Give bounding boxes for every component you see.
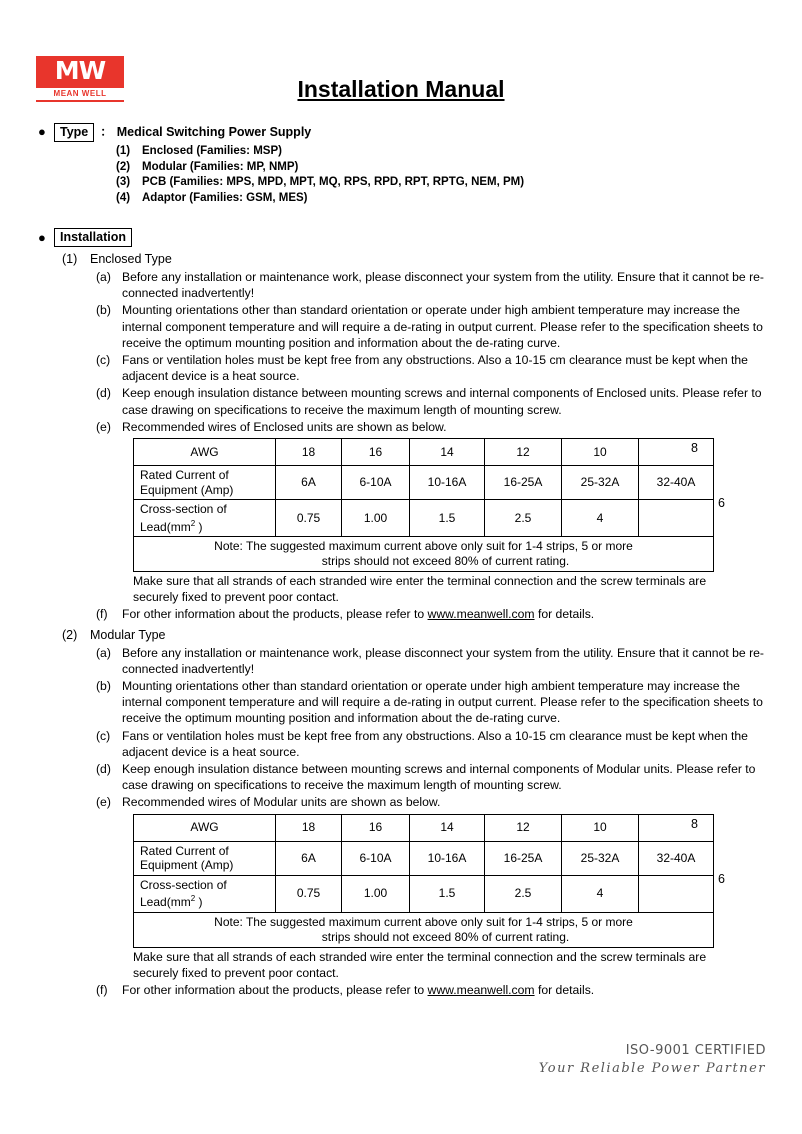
- list-item-number: (2): [116, 160, 131, 173]
- table-cell: 1.5: [410, 875, 485, 912]
- table-row: [134, 841, 714, 875]
- table-cell: 4: [562, 875, 639, 912]
- table-cell: 25-32A: [562, 841, 639, 875]
- enclosed-after-table-text: Make sure that all strands of each stranded wire enter the terminal connection and the screw terminals are securely fixed to prevent poor contact.: [133, 574, 707, 605]
- superscript-two: 2: [190, 518, 196, 528]
- table-cell: 6A: [276, 466, 342, 500]
- cross-section-outside-value: 6: [718, 871, 725, 886]
- meanwell-link[interactable]: www.meanwell.com: [427, 983, 535, 998]
- list-item: [96, 302, 802, 351]
- list-item: [116, 144, 802, 160]
- installation-section-heading: [38, 228, 802, 247]
- table-cell: 0.75: [276, 500, 342, 537]
- cross-section-label-end: ): [195, 895, 203, 910]
- awg-outside-value: 8: [691, 816, 698, 831]
- list-item-number: (3): [116, 176, 131, 188]
- table-note-line2: strips should not exceed 80% of current rating.: [321, 554, 570, 569]
- cross-section-outside-value: 6: [718, 496, 725, 511]
- list-item-letter: (e): [96, 795, 111, 810]
- table-cell: 12: [485, 814, 562, 841]
- list-item-text: Keep enough insulation distance between mounting screws and internal components of Modular units. Please refer to case drawing on specifications to receive the maximum length of mounting screw.: [122, 762, 756, 793]
- list-item-letter: (e): [96, 419, 111, 434]
- type-section-heading: [38, 122, 802, 142]
- table-note: [134, 912, 714, 947]
- list-item-label: PCB (Families: MPS, MPD, MPT, MQ, RPS, RPD, RPT, RPTG, NEM, PM): [142, 176, 525, 188]
- list-item-letter: (d): [96, 386, 111, 401]
- document-header: [0, 0, 802, 102]
- table-cell: 4: [562, 500, 639, 537]
- table-cell: 6-10A: [342, 841, 410, 875]
- list-item: [96, 761, 802, 793]
- list-item-text: [122, 606, 768, 622]
- wire-table-enclosed: [133, 438, 714, 572]
- logo-brand-text: MEAN WELL: [36, 88, 124, 100]
- type-colon: ：: [100, 125, 113, 139]
- list-item-letter: (b): [96, 303, 111, 318]
- table-cell: 32-40A: [639, 841, 714, 875]
- cross-section-label-end: ): [195, 519, 203, 534]
- table-note: [134, 537, 714, 572]
- table-note-line2: strips should not exceed 80% of current rating.: [321, 929, 570, 944]
- list-item-letter: (c): [96, 353, 111, 368]
- cross-section-label: Cross-section of Lead(mm: [140, 502, 227, 534]
- table-row: [134, 439, 714, 466]
- type-value: Medical Switching Power Supply: [116, 125, 312, 139]
- table-row: [134, 537, 714, 572]
- list-item-number: (4): [116, 191, 131, 204]
- table-note-line1: Note: The suggested maximum current above only suit for 1-4 strips, 5 or more: [214, 539, 633, 554]
- list-item-text: Recommended wires of Enclosed units are shown as below.: [122, 419, 447, 434]
- list-item-label: Modular (Families: MP, NMP): [142, 160, 299, 173]
- bullet-icon: ●: [38, 124, 46, 139]
- group-heading-enclosed: [62, 251, 802, 268]
- table-cell: 10: [562, 814, 639, 841]
- modular-after-table-text: Make sure that all strands of each stranded wire enter the terminal connection and the screw terminals are securely fixed to prevent poor contact.: [133, 949, 707, 980]
- list-item-text: Recommended wires of Modular units are shown as below.: [122, 795, 441, 810]
- group-number: (1): [62, 252, 78, 266]
- table-cell: 1.5: [410, 500, 485, 537]
- list-item-text: [122, 982, 768, 998]
- table-cell: [639, 500, 714, 537]
- list-item-text: Before any installation or maintenance work, please disconnect your system from the utility. Ensure that it cannot be re-connected inadvertently!: [122, 645, 764, 676]
- list-item-label: Adaptor (Families: GSM, MES): [142, 191, 308, 204]
- table-cell: 10-16A: [410, 466, 485, 500]
- table-row: [134, 466, 714, 500]
- list-item-letter: (a): [96, 645, 111, 660]
- list-item-text: Before any installation or maintenance work, please disconnect your system from the utility. Ensure that it cannot be re-connected inadvertently!: [122, 270, 764, 301]
- table-cell: [639, 439, 714, 466]
- bullet-icon: ●: [38, 230, 46, 245]
- list-item: [96, 352, 802, 384]
- list-item-label: Enclosed (Families: MSP): [142, 145, 282, 157]
- table-cell: 2.5: [485, 500, 562, 537]
- list-item-text: Keep enough insulation distance between mounting screws and internal components of Enclosed units. Please refer to case drawing on specifications to receive the maximum length of mounting screw.: [122, 386, 762, 417]
- list-item: [96, 728, 802, 760]
- table-cell-current-header: Rated Current of Equipment (Amp): [134, 841, 276, 875]
- list-item-letter: (c): [96, 728, 111, 743]
- table-cell: 1.00: [342, 875, 410, 912]
- text-before-link: For other information about the products, please refer to: [122, 983, 428, 998]
- table-row: [134, 912, 714, 947]
- list-item: [96, 606, 802, 622]
- list-item-letter: (a): [96, 270, 111, 284]
- table-cell: 6A: [276, 841, 342, 875]
- table-cell: [639, 814, 714, 841]
- list-item-text: Mounting orientations other than standard orientation or operate under high ambient temperature may increase the internal component temperature and will require a de-rating in output current. Please refer to the specification sheets to receive the optimum mounting position and information about the de-rating curve.: [122, 303, 763, 350]
- text-before-link: For other information about the products, please refer to: [122, 607, 428, 622]
- table-cell-awg-header: AWG: [134, 814, 276, 841]
- table-cell: 6-10A: [342, 466, 410, 500]
- table-cell: 32-40A: [639, 466, 714, 500]
- wire-table-modular: [133, 814, 714, 948]
- cross-section-label: Cross-section of Lead(mm: [140, 877, 227, 910]
- table-cell: 18: [276, 439, 342, 466]
- list-item: [96, 385, 802, 417]
- table-cell: 0.75: [276, 875, 342, 912]
- list-item: [116, 175, 802, 191]
- table-cell: 16-25A: [485, 841, 562, 875]
- awg-outside-value: 8: [691, 441, 698, 456]
- list-item-text: Fans or ventilation holes must be kept free from any obstructions. Also a 10-15 cm clearance must be kept when the adjacent device is a heat source.: [122, 728, 748, 759]
- group-number: (2): [62, 627, 78, 642]
- table-cell: 16: [342, 439, 410, 466]
- table-cell-cross-section-header: [134, 500, 276, 537]
- table-cell-current-header: Rated Current of Equipment (Amp): [134, 466, 276, 500]
- superscript-two: 2: [190, 894, 196, 904]
- table-cell: 2.5: [485, 875, 562, 912]
- text-after-link: for details.: [534, 607, 595, 622]
- table-row: [134, 814, 714, 841]
- table-cell-cross-section-header: [134, 875, 276, 912]
- wire-table-modular-wrapper: [133, 814, 725, 948]
- table-cell-awg-header: AWG: [134, 439, 276, 466]
- group-heading-modular: [62, 627, 802, 644]
- table-row: [134, 500, 714, 537]
- list-item: [116, 160, 802, 176]
- list-item: [116, 191, 802, 207]
- table-cell: 1.00: [342, 500, 410, 537]
- group-title: Modular Type: [90, 627, 166, 642]
- table-cell: 10-16A: [410, 841, 485, 875]
- iso-certification-text: ISO-9001 CERTIFIED: [625, 1043, 766, 1058]
- table-cell: [639, 875, 714, 912]
- table-cell: 10: [562, 439, 639, 466]
- page-title: Installation Manual: [297, 76, 505, 102]
- table-cell: 25-32A: [562, 466, 639, 500]
- wire-table-enclosed-wrapper: [133, 438, 725, 572]
- list-item: [96, 419, 802, 435]
- table-cell: 16: [342, 814, 410, 841]
- table-cell: 18: [276, 814, 342, 841]
- list-item: [96, 645, 802, 677]
- document-footer: [539, 1043, 766, 1076]
- meanwell-link[interactable]: www.meanwell.com: [427, 607, 535, 622]
- list-item-letter: (f): [96, 983, 108, 998]
- list-item-letter: (b): [96, 679, 111, 694]
- list-item-letter: (d): [96, 762, 111, 777]
- text-after-link: for details.: [534, 983, 595, 998]
- table-note-line1: Note: The suggested maximum current above only suit for 1-4 strips, 5 or more: [214, 914, 633, 929]
- logo-mark-text: MW: [54, 56, 106, 85]
- table-cell: 12: [485, 439, 562, 466]
- group-title: Enclosed Type: [90, 252, 172, 266]
- table-cell: 14: [410, 439, 485, 466]
- table-cell: 16-25A: [485, 466, 562, 500]
- list-item: [96, 982, 802, 998]
- table-cell: 14: [410, 814, 485, 841]
- list-item: [96, 678, 802, 727]
- type-label: Type: [54, 123, 94, 142]
- list-item: [96, 269, 802, 301]
- list-item: [96, 794, 802, 810]
- type-family-list: [116, 144, 802, 206]
- installation-label: Installation: [54, 228, 132, 247]
- list-item-text: Fans or ventilation holes must be kept free from any obstructions. Also a 10-15 cm clearance must be kept when the adjacent device is a heat source.: [122, 353, 748, 384]
- spacer: [0, 206, 802, 228]
- list-item-letter: (f): [96, 607, 108, 622]
- list-item-number: (1): [116, 145, 131, 157]
- company-tagline: Your Reliable Power Partner: [538, 1061, 766, 1076]
- list-item-text: Mounting orientations other than standard orientation or operate under high ambient temperature may increase the internal component temperature and will require a de-rating in output current. Please refer to the specification sheets to receive the optimum mounting position and information about the de-rating curve.: [122, 679, 763, 726]
- document-body: [0, 122, 802, 998]
- table-row: [134, 875, 714, 912]
